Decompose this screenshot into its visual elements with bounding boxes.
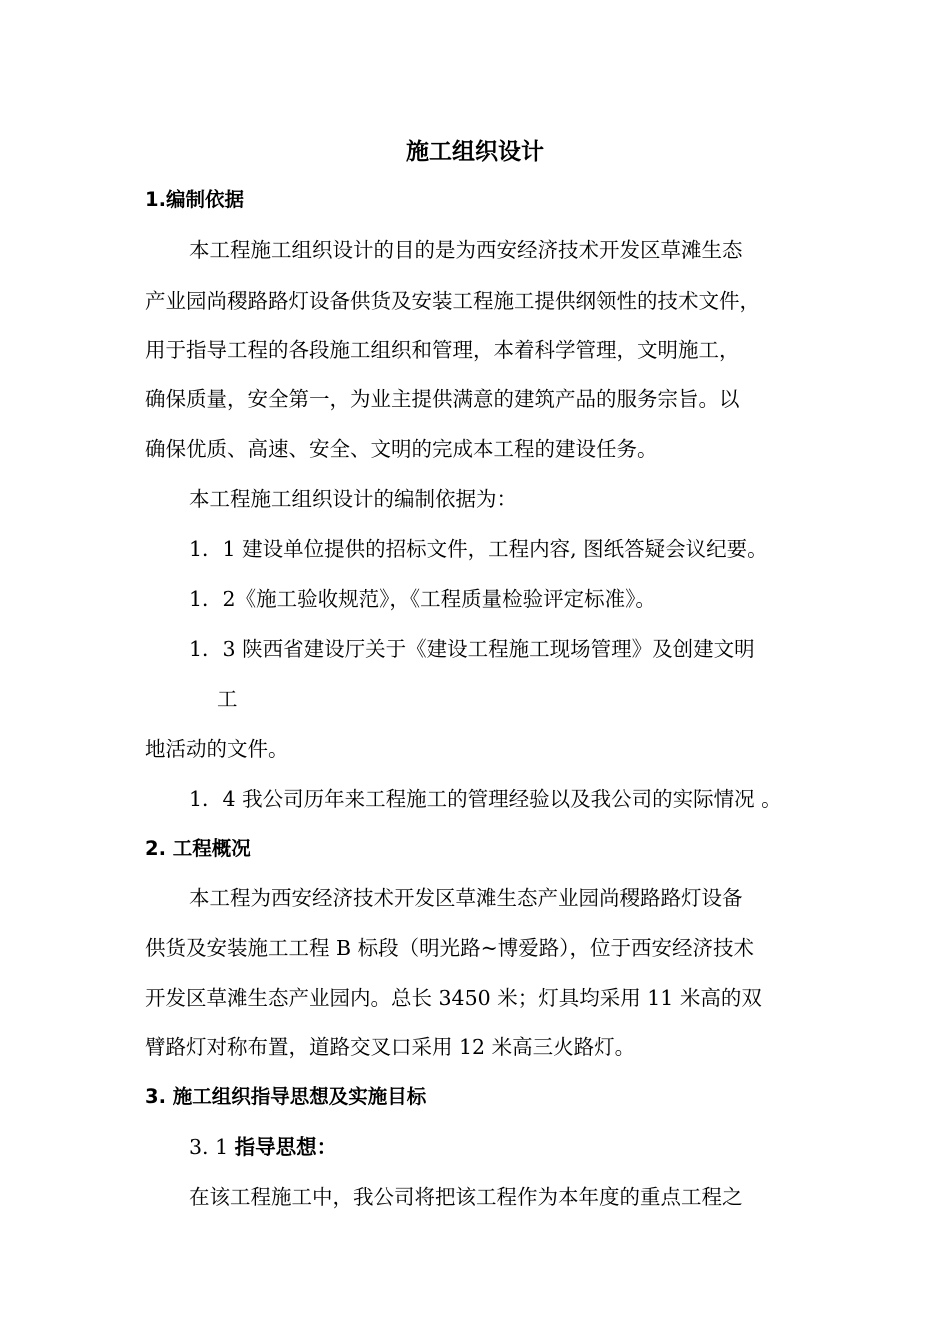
section-2-heading: 2. 工程概况 [145, 837, 251, 860]
section-3-paragraph-line: 在该工程施工中，我公司将把该工程作为本年度的重点工程之 [189, 1185, 743, 1209]
section-2-paragraph-line: 供货及安装施工工程 B 标段（明光路~博爱路），位于西安经济技术 [145, 936, 755, 960]
basis-item: 1．3 陕西省建设厅关于《建设工程施工现场管理》及创建文明 [189, 637, 755, 661]
section-2-paragraph-line: 臂路灯对称布置，道路交叉口采用 12 米高三火路灯。 [145, 1035, 636, 1059]
subsection-number: 3. 1 [189, 1135, 235, 1159]
basis-item: 1．4 我公司历年来工程施工的管理经验以及我公司的实际情况 。 [189, 787, 782, 811]
section-1-paragraph-line: 本工程施工组织设计的目的是为西安经济技术开发区草滩生态 [189, 238, 743, 262]
section-1-paragraph-line: 确保优质、高速、安全、文明的完成本工程的建设任务。 [145, 437, 658, 461]
section-2-paragraph-line: 开发区草滩生态产业园内。总长 3450 米；灯具均采用 11 米高的双 [145, 986, 762, 1010]
section-1-heading: 1.编制依据 [145, 188, 244, 211]
section-1-paragraph-line: 确保质量，安全第一，为业主提供满意的建筑产品的服务宗旨。以 [145, 387, 740, 411]
section-3-heading: 3. 施工组织指导思想及实施目标 [145, 1085, 427, 1108]
basis-item: 1．1 建设单位提供的招标文件，工程内容, 图纸答疑会议纪要。 [189, 537, 768, 561]
basis-item: 1．2《施工验收规范》，《工程质量检验评定标准》。 [189, 587, 656, 611]
subsection-label: 指导思想： [234, 1135, 338, 1159]
subsection-3-1-heading [189, 1132, 829, 1162]
basis-item-wrap: 工 [217, 687, 238, 711]
section-1-basis-intro: 本工程施工组织设计的编制依据为： [189, 487, 517, 511]
document-title: 施工组织设计 [406, 139, 544, 165]
section-2-paragraph-line: 本工程为西安经济技术开发区草滩生态产业园尚稷路路灯设备 [189, 886, 743, 910]
basis-item-continuation: 地活动的文件。 [145, 737, 289, 761]
section-1-paragraph-line: 产业园尚稷路路灯设备供货及安装工程施工提供纲领性的技术文件， [145, 289, 760, 313]
section-1-paragraph-line: 用于指导工程的各段施工组织和管理，本着科学管理，文明施工， [145, 338, 740, 362]
